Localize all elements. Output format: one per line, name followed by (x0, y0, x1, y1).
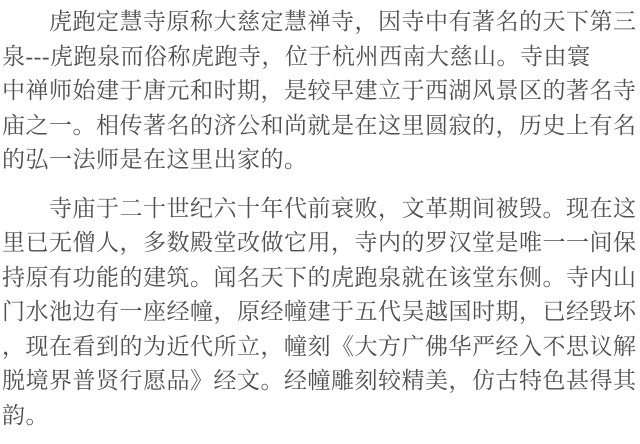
text-line: 持原有功能的建筑。闻名天下的虎跑泉就在该堂东侧。寺内山 (2, 264, 637, 290)
text-line: 的弘一法师是在这里出家的。 (2, 147, 308, 172)
text-line: 门水池边有一座经幢，原经幢建于五代吴越国时期，已经毁坏 (2, 299, 637, 324)
text-line: 韵。 (2, 402, 49, 428)
text-line: 庙之一。相传著名的济公和尚就是在这里圆寂的，历史上有名 (2, 112, 637, 138)
text-line: 寺庙于二十世纪六十年代前衰败，文革期间被毁。现在这 (49, 195, 637, 221)
text-line: ，现在看到的为近代所立，幢刻《大方广佛华严经入不思议解 (2, 333, 637, 359)
text-line: 虎跑定慧寺原称大慈定慧禅寺，因寺中有著名的天下第三 (49, 9, 637, 34)
document-text (2, 5, 638, 433)
text-line: 脱境界普贤行愿品》经文。经幢雕刻较精美，仿古特色甚得其 (2, 368, 637, 393)
paragraph-2 (2, 192, 638, 434)
text-line: 中禅师始建于唐元和时期，是较早建立于西湖风景区的著名寺 (2, 78, 637, 103)
paragraph-1 (2, 5, 638, 178)
text-line: 泉---虎跑泉而俗称虎跑寺，位于杭州西南大慈山。寺由寰 (2, 43, 591, 69)
text-line: 里已无僧人，多数殿堂改做它用，寺内的罗汉堂是唯一一间保 (2, 230, 637, 255)
